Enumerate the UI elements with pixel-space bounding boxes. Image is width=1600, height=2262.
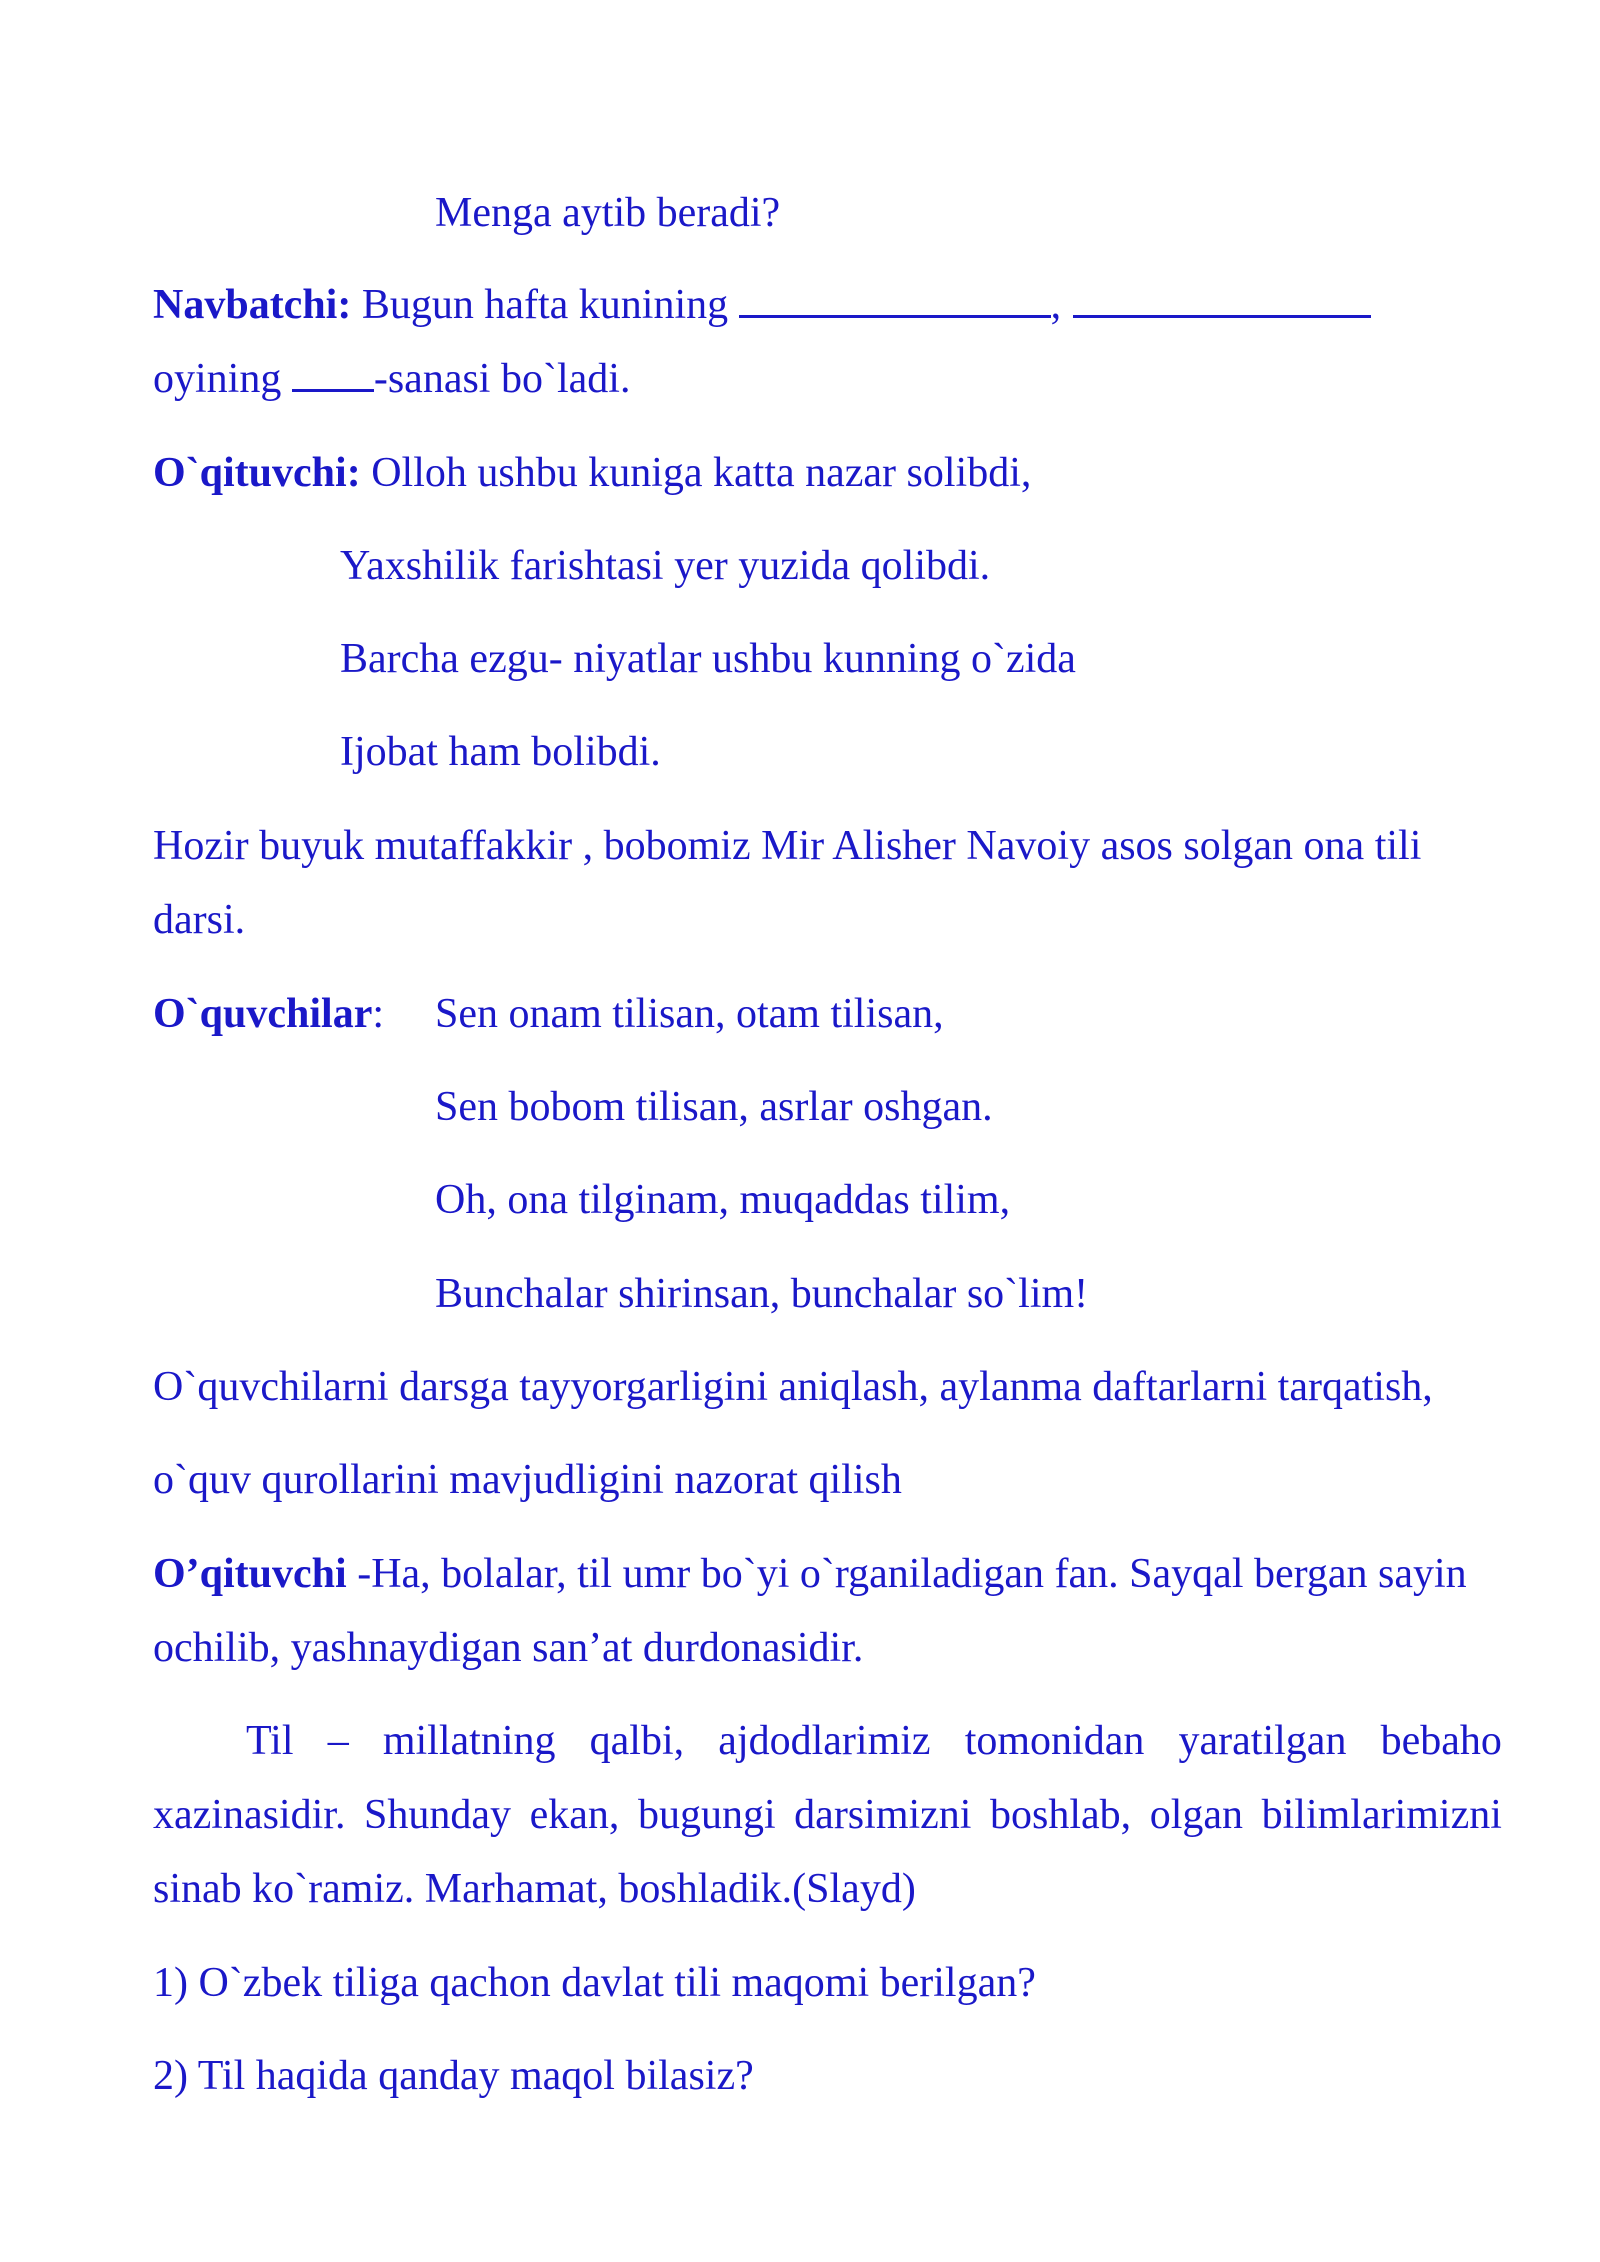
text-line: Oh, ona tilginam, muqaddas tilim, xyxy=(435,1177,1011,1223)
justified-line xyxy=(246,1716,1502,1766)
word: ekan, xyxy=(529,1792,620,1838)
word: bebaho xyxy=(1380,1718,1502,1764)
text-line: Sen bobom tilisan, asrlar oshgan. xyxy=(435,1084,993,1130)
word: tomonidan xyxy=(964,1718,1145,1764)
word: olgan xyxy=(1149,1792,1244,1838)
text-line: sinab ko`ramiz. Marhamat, boshladik.(Slayd) xyxy=(153,1866,916,1912)
text-line xyxy=(153,280,1371,330)
word: bilimlarimizni xyxy=(1261,1792,1502,1838)
word: xazinasidir. xyxy=(153,1792,346,1838)
word: darsimizni xyxy=(794,1792,972,1838)
word: bugungi xyxy=(637,1792,776,1838)
fill-in-blank xyxy=(739,281,1051,318)
word: ajdodlarimiz xyxy=(718,1718,931,1764)
word: – xyxy=(327,1718,349,1764)
fill-in-blank xyxy=(292,355,374,392)
text-line: Menga aytib beradi? xyxy=(435,190,781,236)
speaker-label: O`quvchilar xyxy=(153,991,373,1037)
word: qalbi, xyxy=(589,1718,685,1764)
text-line xyxy=(153,989,384,1039)
text-line: Barcha ezgu- niyatlar ushbu kunning o`zida xyxy=(340,636,1076,682)
word: Shunday xyxy=(364,1792,512,1838)
text-line: Bunchalar shirinsan, bunchalar so`lim! xyxy=(435,1271,1089,1317)
text-line: ochilib, yashnaydigan san’at durdonasidir. xyxy=(153,1625,864,1671)
text-line: o`quv qurollarini mavjudligini nazorat qilish xyxy=(153,1457,902,1503)
word: boshlab, xyxy=(990,1792,1132,1838)
question-item: 1) O`zbek tiliga qachon davlat tili maqomi berilgan? xyxy=(153,1960,1036,2006)
text-line: darsi. xyxy=(153,897,246,943)
text-line xyxy=(153,448,1031,498)
text-line xyxy=(153,1549,1467,1599)
text-line: Ijobat ham bolibdi. xyxy=(340,729,661,775)
line-text: oyining xyxy=(153,356,292,402)
text-line: O`quvchilarni darsga tayyorgarligini aniqlash, aylanma daftarlarni tarqatish, xyxy=(153,1364,1433,1410)
line-text: Olloh ushbu kuniga katta nazar solibdi, xyxy=(360,450,1032,496)
fill-in-blank xyxy=(1073,281,1371,318)
text-line xyxy=(153,354,630,404)
word: millatning xyxy=(382,1718,556,1764)
line-text: -sanasi bo`ladi. xyxy=(373,356,631,402)
speaker-label: O’qituvchi xyxy=(153,1551,347,1597)
speaker-label: Navbatchi: xyxy=(153,282,352,328)
word: yaratilgan xyxy=(1178,1718,1347,1764)
question-item: 2) Til haqida qanday maqol bilasiz? xyxy=(153,2053,754,2099)
comma: , xyxy=(1050,282,1062,328)
word: Til xyxy=(246,1718,294,1764)
text-line: Hozir buyuk mutaffakkir , bobomiz Mir Alisher Navoiy asos solgan ona tili xyxy=(153,823,1422,869)
text-line: Yaxshilik farishtasi yer yuzida qolibdi. xyxy=(340,543,991,589)
text-line: Sen onam tilisan, otam tilisan, xyxy=(435,991,944,1037)
colon: : xyxy=(372,991,385,1037)
justified-line xyxy=(153,1790,1502,1840)
line-text: -Ha, bolalar, til umr bo`yi o`rganiladigan fan. Sayqal bergan sayin xyxy=(346,1551,1467,1597)
line-text: Bugun hafta kunining xyxy=(351,282,739,328)
speaker-label: O`qituvchi: xyxy=(153,450,361,496)
